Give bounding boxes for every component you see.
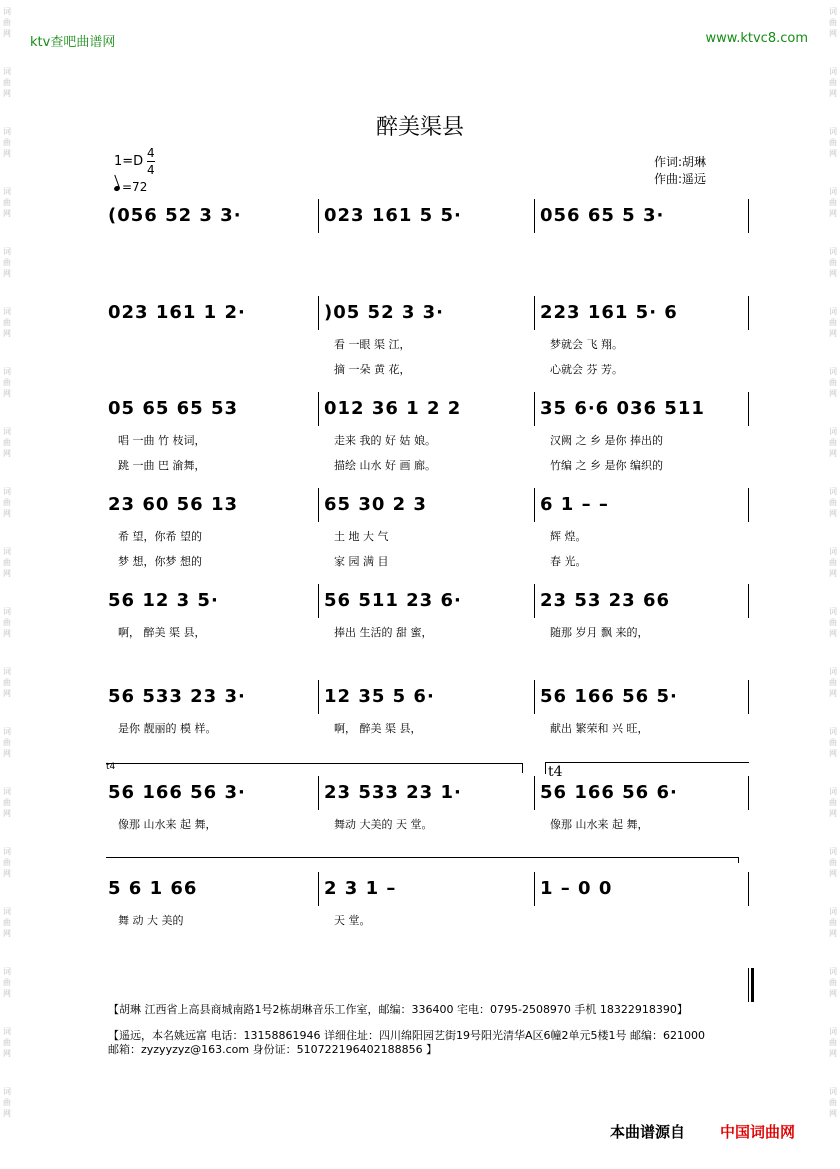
first-ending-bracket	[106, 763, 522, 764]
measure-notes: )05 52 3 3·	[324, 302, 445, 323]
watermark-glyph: 曲	[3, 978, 11, 987]
watermark-glyph: 网	[3, 869, 11, 878]
watermark-glyph: 网	[829, 869, 837, 878]
lyric-line: 跳 一曲 巴 渝舞，	[118, 459, 206, 472]
watermark-glyph: 曲	[829, 198, 837, 207]
lyric-line: 捧出 生活的 甜 蜜，	[334, 626, 433, 639]
barline	[748, 392, 749, 426]
measure-notes: (056 52 3 3·	[108, 205, 242, 226]
barline	[748, 872, 749, 906]
watermark-right	[826, 0, 840, 1169]
barline	[748, 776, 749, 810]
watermark-glyph: 曲	[3, 798, 11, 807]
watermark-glyph: 词	[829, 547, 837, 556]
barline	[534, 680, 535, 714]
watermark-glyph: 曲	[829, 438, 837, 447]
lyricist-credit: 作词:胡琳	[654, 155, 707, 169]
measure-notes: 1 – 0 0	[540, 878, 613, 899]
watermark-glyph: 网	[3, 629, 11, 638]
watermark-glyph: 词	[3, 187, 11, 196]
watermark-glyph: 曲	[829, 678, 837, 687]
watermark-glyph: 曲	[829, 918, 837, 927]
watermark-glyph: 网	[829, 89, 837, 98]
watermark-glyph: 曲	[3, 258, 11, 267]
lyric-line: 心就会 芬 芳。	[550, 363, 623, 376]
measure-notes: 56 12 3 5·	[108, 590, 219, 611]
watermark-glyph: 网	[829, 329, 837, 338]
barline	[748, 680, 749, 714]
second-ending-label: t4	[548, 764, 563, 780]
watermark-glyph: 词	[829, 247, 837, 256]
watermark-glyph: 网	[3, 389, 11, 398]
source-brand[interactable]: 中国词曲网	[720, 1123, 796, 1141]
lyric-line: 舞 动 大 美的	[118, 914, 184, 927]
watermark-glyph: 曲	[3, 858, 11, 867]
watermark-glyph: 曲	[829, 318, 837, 327]
barline	[318, 296, 319, 330]
watermark-glyph: 词	[3, 907, 11, 916]
watermark-glyph: 曲	[829, 1098, 837, 1107]
watermark-glyph: 曲	[3, 558, 11, 567]
contact-composer: 【遥远，本名姚远富 电话：13158861946 详细住址：四川绵阳园艺街19号阳光清华A区6幢2单元5楼1号 邮编：621000	[108, 1029, 705, 1042]
tempo-mark	[114, 180, 147, 194]
watermark-glyph: 曲	[3, 1098, 11, 1107]
watermark-glyph: 曲	[3, 918, 11, 927]
watermark-glyph: 词	[829, 1027, 837, 1036]
watermark-glyph: 曲	[3, 438, 11, 447]
watermark-glyph: 网	[3, 449, 11, 458]
measure-notes: 56 166 56 6·	[540, 782, 678, 803]
quarter-note-icon	[113, 185, 120, 192]
watermark-glyph: 词	[3, 427, 11, 436]
final-barline-thick	[751, 968, 754, 1002]
composer-credit: 作曲:遥远	[654, 172, 707, 186]
watermark-glyph: 词	[829, 787, 837, 796]
watermark-glyph: 词	[3, 247, 11, 256]
barline	[748, 199, 749, 233]
watermark-glyph: 词	[3, 127, 11, 136]
lyric-line: 天 堂。	[334, 914, 371, 927]
watermark-glyph: 词	[3, 787, 11, 796]
key-signature: 1=D	[114, 154, 144, 169]
final-barline-thin	[748, 968, 749, 1002]
lyric-line: 像那 山水来 起 舞，	[118, 818, 217, 831]
watermark-glyph: 曲	[3, 138, 11, 147]
watermark-glyph: 词	[3, 1027, 11, 1036]
watermark-glyph: 曲	[829, 558, 837, 567]
watermark-glyph: 网	[3, 749, 11, 758]
watermark-glyph: 曲	[829, 738, 837, 747]
measure-notes: 056 65 5 3·	[540, 205, 665, 226]
measure-notes: 012 36 1 2 2	[324, 398, 462, 419]
measure-notes: 56 533 23 3·	[108, 686, 246, 707]
measure-notes: 5 6 1 66	[108, 878, 198, 899]
tempo-value: =72	[122, 180, 148, 194]
watermark-glyph: 曲	[829, 798, 837, 807]
contact-lyricist: 【胡琳 江西省上高县商城南路1号2栋胡琳音乐工作室，邮编：336400 宅电：0795-2508970 手机 18322918390】	[108, 1003, 688, 1016]
watermark-glyph: 曲	[829, 18, 837, 27]
watermark-glyph: 网	[829, 989, 837, 998]
watermark-glyph: 网	[829, 569, 837, 578]
barline	[318, 392, 319, 426]
watermark-glyph: 曲	[829, 978, 837, 987]
watermark-glyph: 网	[3, 1109, 11, 1118]
watermark-glyph: 词	[3, 547, 11, 556]
watermark-glyph: 词	[829, 727, 837, 736]
watermark-glyph: 网	[829, 749, 837, 758]
watermark-glyph: 网	[3, 569, 11, 578]
measure-notes: 05 65 65 53	[108, 398, 238, 419]
watermark-glyph: 词	[3, 667, 11, 676]
watermark-glyph: 网	[3, 1049, 11, 1058]
watermark-glyph: 词	[829, 847, 837, 856]
watermark-glyph: 网	[829, 29, 837, 38]
watermark-glyph: 网	[3, 689, 11, 698]
watermark-glyph: 词	[829, 607, 837, 616]
watermark-glyph: 词	[3, 607, 11, 616]
barline	[534, 199, 535, 233]
watermark-glyph: 词	[3, 67, 11, 76]
barline	[534, 584, 535, 618]
watermark-glyph: 曲	[3, 738, 11, 747]
watermark-glyph: 曲	[829, 858, 837, 867]
barline	[534, 872, 535, 906]
watermark-glyph: 曲	[829, 78, 837, 87]
watermark-glyph: 词	[829, 67, 837, 76]
lyric-line: 辉 煌。	[550, 530, 587, 543]
lyric-line: 汉阙 之 乡 是你 捧出的	[550, 434, 663, 447]
lyric-line: 啊， 醉美 渠 县，	[334, 722, 422, 735]
first-ending-bracket-end	[522, 763, 523, 773]
source-label: 本曲谱源自	[610, 1123, 686, 1141]
watermark-glyph: 曲	[3, 498, 11, 507]
lyric-line: 舞动 大美的 天 堂。	[334, 818, 433, 831]
lyric-line: 竹编 之 乡 是你 编织的	[550, 459, 663, 472]
watermark-glyph: 曲	[829, 378, 837, 387]
watermark-glyph: 词	[3, 1087, 11, 1096]
watermark-glyph: 曲	[3, 618, 11, 627]
first-ending-label: t4	[106, 762, 116, 772]
site-name[interactable]: ktv查吧曲谱网	[30, 35, 116, 50]
lyric-line: 描绘 山水 好 画 廊。	[334, 459, 436, 472]
watermark-glyph: 词	[829, 367, 837, 376]
watermark-glyph: 网	[3, 29, 11, 38]
meter-bottom: 4	[147, 163, 155, 177]
watermark-glyph: 词	[829, 307, 837, 316]
watermark-glyph: 曲	[3, 318, 11, 327]
lyric-line: 土 地 大 气	[334, 530, 389, 543]
watermark-glyph: 曲	[829, 618, 837, 627]
watermark-glyph: 词	[829, 967, 837, 976]
watermark-glyph: 网	[829, 149, 837, 158]
watermark-glyph: 词	[829, 427, 837, 436]
watermark-glyph: 网	[3, 329, 11, 338]
watermark-glyph: 词	[3, 307, 11, 316]
watermark-glyph: 网	[829, 509, 837, 518]
measure-notes: 2 3 1 –	[324, 878, 397, 899]
meter-top: 4	[147, 146, 155, 160]
watermark-glyph: 曲	[829, 258, 837, 267]
lyric-line: 是你 靓丽的 模 样。	[118, 722, 217, 735]
coda-line-end	[738, 857, 739, 863]
watermark-glyph: 词	[3, 727, 11, 736]
barline	[318, 872, 319, 906]
watermark-glyph: 曲	[3, 1038, 11, 1047]
barline	[318, 199, 319, 233]
meter-line	[147, 161, 155, 162]
measure-notes: 56 511 23 6·	[324, 590, 462, 611]
watermark-glyph: 网	[3, 89, 11, 98]
second-ending-bracket	[545, 762, 749, 763]
barline	[318, 584, 319, 618]
watermark-glyph: 词	[3, 487, 11, 496]
lyric-line: 看 一眼 渠 江，	[334, 338, 411, 351]
barline	[748, 296, 749, 330]
watermark-glyph: 词	[3, 847, 11, 856]
watermark-glyph: 词	[829, 187, 837, 196]
barline	[318, 680, 319, 714]
watermark-glyph: 网	[3, 929, 11, 938]
lyric-line: 摘 一朵 黄 花，	[334, 363, 411, 376]
watermark-glyph: 网	[829, 1109, 837, 1118]
measure-notes: 23 533 23 1·	[324, 782, 462, 803]
lyric-line: 啊， 醉美 渠 县，	[118, 626, 206, 639]
site-url[interactable]: www.ktvc8.com	[705, 31, 808, 46]
watermark-glyph: 网	[3, 809, 11, 818]
lyric-line: 希 望，你希 望的	[118, 530, 202, 543]
watermark-glyph: 曲	[3, 678, 11, 687]
lyric-line: 家 园 满 目	[334, 555, 389, 568]
watermark-left	[0, 0, 14, 1169]
watermark-glyph: 曲	[3, 198, 11, 207]
lyric-line: 梦就会 飞 翔。	[550, 338, 623, 351]
watermark-glyph: 曲	[3, 378, 11, 387]
measure-notes: 56 166 56 3·	[108, 782, 246, 803]
watermark-glyph: 曲	[829, 498, 837, 507]
lyric-line: 春 光。	[550, 555, 587, 568]
second-ending-bracket-start	[545, 762, 546, 774]
watermark-glyph: 词	[829, 667, 837, 676]
watermark-glyph: 词	[3, 367, 11, 376]
watermark-glyph: 网	[3, 509, 11, 518]
watermark-glyph: 网	[829, 209, 837, 218]
watermark-glyph: 网	[829, 269, 837, 278]
watermark-glyph: 词	[829, 7, 837, 16]
watermark-glyph: 网	[3, 209, 11, 218]
barline	[748, 488, 749, 522]
lyric-line: 献出 繁荣和 兴 旺，	[550, 722, 649, 735]
lyric-line: 走来 我的 好 姑 娘。	[334, 434, 436, 447]
watermark-glyph: 网	[829, 689, 837, 698]
measure-notes: 65 30 2 3	[324, 494, 427, 515]
barline	[318, 776, 319, 810]
time-signature	[147, 146, 155, 177]
barline	[534, 488, 535, 522]
watermark-glyph: 曲	[829, 138, 837, 147]
watermark-glyph: 曲	[829, 1038, 837, 1047]
measure-notes: 35 6·6 036 511	[540, 398, 705, 419]
measure-notes: 23 53 23 66	[540, 590, 670, 611]
lyric-line: 像那 山水来 起 舞，	[550, 818, 649, 831]
watermark-glyph: 网	[829, 929, 837, 938]
watermark-glyph: 网	[829, 389, 837, 398]
watermark-glyph: 网	[3, 989, 11, 998]
watermark-glyph: 网	[3, 269, 11, 278]
barline	[534, 296, 535, 330]
watermark-glyph: 词	[829, 1087, 837, 1096]
barline	[748, 584, 749, 618]
lyric-line: 唱 一曲 竹 枝词，	[118, 434, 206, 447]
coda-line	[106, 857, 738, 858]
watermark-glyph: 网	[829, 809, 837, 818]
watermark-glyph: 曲	[3, 78, 11, 87]
measure-notes: 023 161 1 2·	[108, 302, 246, 323]
measure-notes: 12 35 5 6·	[324, 686, 435, 707]
measure-notes: 223 161 5· 6	[540, 302, 678, 323]
measure-notes: 23 60 56 13	[108, 494, 238, 515]
lyric-line: 随那 岁月 飘 来的，	[550, 626, 649, 639]
watermark-glyph: 词	[3, 967, 11, 976]
measure-notes: 023 161 5 5·	[324, 205, 462, 226]
song-title: 醉美渠县	[375, 115, 464, 140]
barline	[534, 392, 535, 426]
watermark-glyph: 词	[829, 487, 837, 496]
contact-composer-email: 邮箱：zyzyyzyz@163.com 身份证：510722196402188856 】	[108, 1043, 438, 1056]
watermark-glyph: 曲	[3, 18, 11, 27]
barline	[534, 776, 535, 810]
watermark-glyph: 网	[829, 629, 837, 638]
measure-notes: 6 1 – –	[540, 494, 609, 515]
watermark-glyph: 网	[829, 1049, 837, 1058]
watermark-glyph: 网	[829, 449, 837, 458]
measure-notes: 56 166 56 5·	[540, 686, 678, 707]
watermark-glyph: 词	[829, 127, 837, 136]
watermark-glyph: 网	[3, 149, 11, 158]
watermark-glyph: 词	[829, 907, 837, 916]
lyric-line: 梦 想，你梦 想的	[118, 555, 202, 568]
watermark-glyph: 词	[3, 7, 11, 16]
barline	[318, 488, 319, 522]
